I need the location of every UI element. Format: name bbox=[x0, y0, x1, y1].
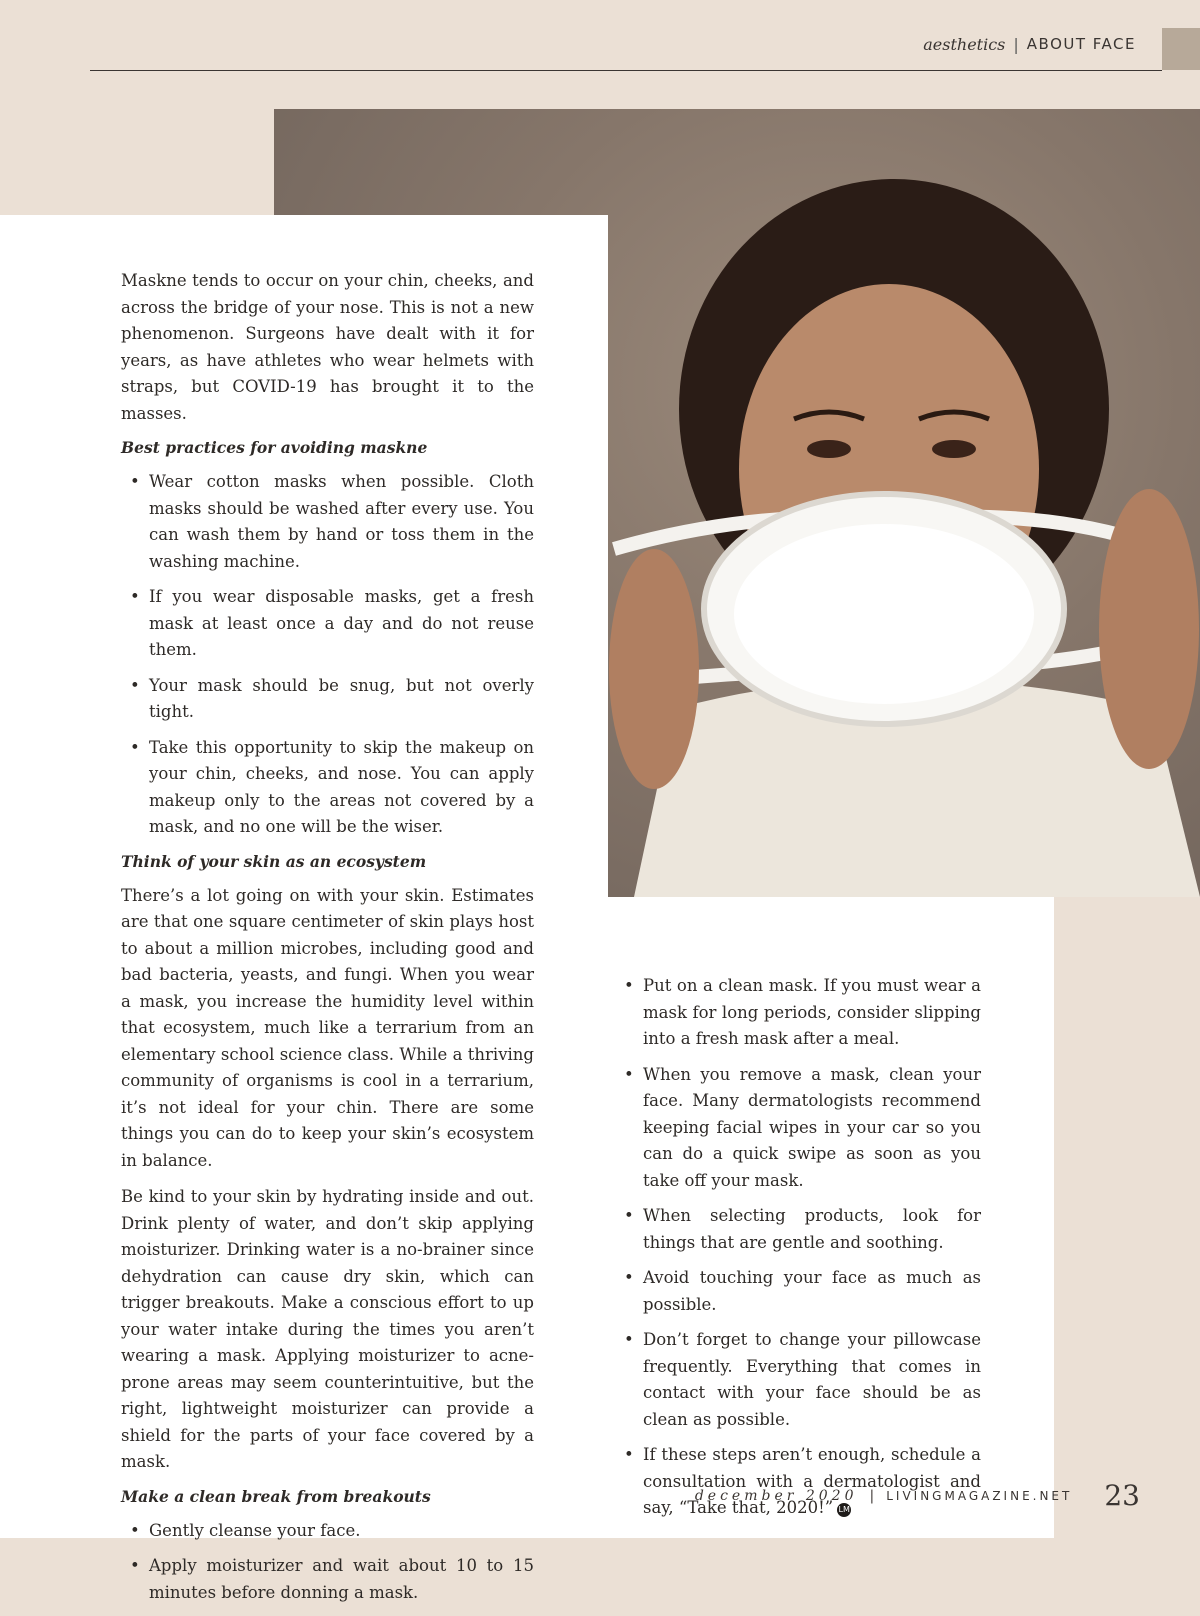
hydration-paragraph: Be kind to your skin by hydrating inside and out. Drink plenty of water, and don’t skip applying moisturizer. Drinking water is a no-brainer since dehydration can cause dry skin, which can trigger breakouts. Make a conscious effort to up your water intake during the times you aren’t wearing a mask. Applying moisturizer to acne-prone areas may seem counterintuitive, but the right, lightweight moisturizer can provide a shield for the parts of your face covered by a mask. bbox=[121, 1187, 534, 1471]
end-mark-icon: LM bbox=[837, 1503, 851, 1517]
intro-paragraph: Maskne tends to occur on your chin, cheeks, and across the bridge of your nose. This is not a new phenomenon. Surgeons have dealt with it for years, as have athletes who wear helmets with straps, but COVID-19 has brought it to the masses. bbox=[121, 271, 534, 423]
topic-label: ABOUT FACE bbox=[1026, 35, 1136, 53]
list-item: • Apply moisturizer and wait about 10 to 15 minutes before donning a mask. bbox=[121, 1553, 534, 1606]
subheading-breakouts: Make a clean break from breakouts bbox=[121, 1486, 431, 1506]
last-item-text: If these steps aren’t enough, schedule a consultation with a dermatologist and say, “Take that, 2020!” bbox=[643, 1445, 981, 1517]
ecosystem-paragraph: There’s a lot going on with your skin. Estimates are that one square centimeter of skin plays host to about a million microbes, including good and bad bacteria, yeasts, and fungi. When you wear a mask, you increase the humidity level within that ecosystem, much like a terrarium from an elementary school science class. While a thriving community of organisms is cool in a terrarium, it’s not ideal for your chin. There are some things you can do to keep your skin’s ecosystem in balance. bbox=[121, 885, 534, 1170]
list-item: • If you wear disposable masks, get a fresh mask at least once a day and do not reuse them. bbox=[121, 584, 534, 664]
list-item: • Wear cotton masks when possible. Cloth masks should be washed after every use. You can wash them by hand or toss them in the washing machine. bbox=[121, 469, 534, 575]
list-item: • Avoid touching your face as much as possible. bbox=[615, 1265, 981, 1318]
list-item: • Don’t forget to change your pillowcase frequently. Everything that comes in contact with your face should be as clean as possible. bbox=[615, 1327, 981, 1433]
subheading-ecosystem: Think of your skin as an ecosystem bbox=[121, 851, 427, 871]
header-tab bbox=[1162, 28, 1200, 70]
best-practices-list bbox=[121, 469, 534, 841]
issue-date: december 2020 bbox=[694, 1487, 858, 1504]
list-item: • Your mask should be snug, but not overly tight. bbox=[121, 673, 534, 726]
list-item: • Gently cleanse your face. bbox=[121, 1518, 534, 1545]
website-label: LIVINGMAGAZINE.NET bbox=[886, 1488, 1073, 1503]
header-separator: | bbox=[1013, 34, 1019, 54]
section-label: aesthetics bbox=[923, 34, 1006, 54]
list-item: • When selecting products, look for things that are gentle and soothing. bbox=[615, 1203, 981, 1256]
breakouts-list-continued bbox=[615, 973, 981, 1522]
page-footer bbox=[695, 1479, 1140, 1512]
footer-separator: | bbox=[869, 1487, 875, 1504]
running-header bbox=[923, 28, 1136, 60]
left-column bbox=[121, 268, 534, 1616]
header-rule bbox=[90, 70, 1162, 71]
list-item: • Take this opportunity to skip the makeup on your chin, cheeks, and nose. You can apply makeup only to the areas not covered by a mask, and no one will be the wiser. bbox=[121, 735, 534, 841]
right-column bbox=[615, 973, 981, 1532]
list-item: • Put on a clean mask. If you must wear a mask for long periods, consider slipping into a fresh mask after a meal. bbox=[615, 973, 981, 1053]
breakouts-list bbox=[121, 1518, 534, 1607]
page-number: 23 bbox=[1104, 1479, 1140, 1512]
subheading-best-practices: Best practices for avoiding maskne bbox=[121, 438, 428, 457]
list-item: • When you remove a mask, clean your face. Many dermatologists recommend keeping facial wipes in your car so you can do a quick swipe as soon as you take off your mask. bbox=[615, 1062, 981, 1195]
